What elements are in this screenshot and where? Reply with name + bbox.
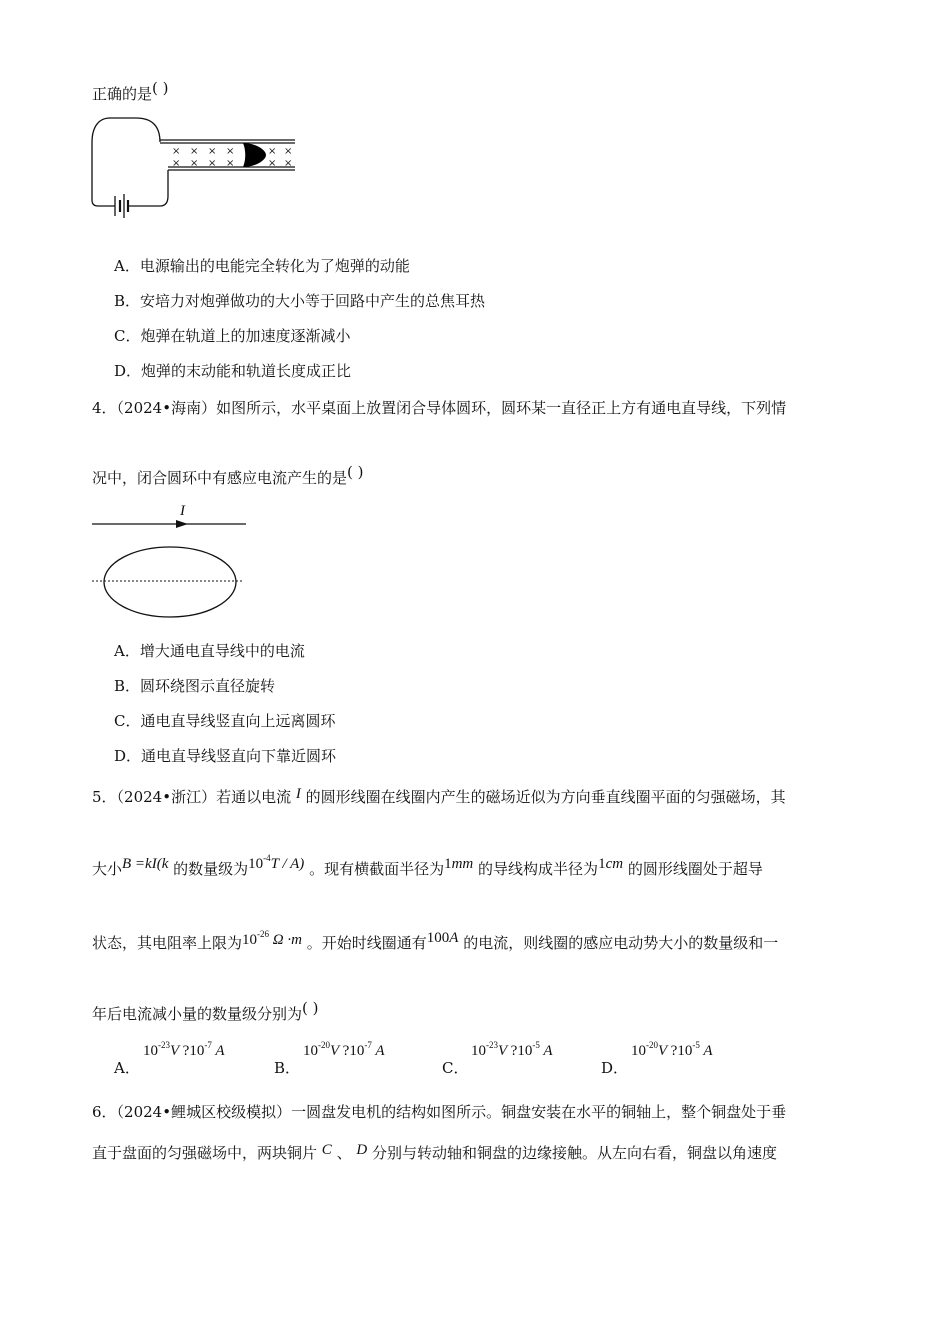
q5-k-base: 10 [248,856,264,872]
q4-text-2: 况中，闭合圆环中有感应电流产生的是 [92,469,348,487]
q5-k-unit: T / A) [270,856,305,872]
option-text: 炮弹在轨道上的加速度逐渐减小 [140,327,351,345]
q5-line-3 [92,924,778,953]
choice-v: V [658,1043,667,1059]
q5-r1-unit: mm [451,856,474,872]
q4-line-1 [92,398,786,418]
choice-a: A [215,1043,225,1059]
q5-text: 年后电流减小量的数量级分别为 [92,1005,303,1023]
choice-sep: ?10 [670,1043,693,1059]
option-text: 圆环绕图示直径旋转 [140,677,276,695]
choice-sep: ?10 [342,1043,365,1059]
choice-base: 10 [471,1043,486,1059]
option-text: 电源输出的电能完全转化为了炮弹的动能 [139,257,410,275]
q3-option-b [114,291,485,311]
choice-value [303,1040,384,1060]
svg-text:×: × [190,146,199,157]
q5-text: 。开始时线圈通有 [306,934,427,952]
choice-label: D． [601,1059,629,1077]
q3-field-x-marks [172,146,292,169]
q5-rho-base: 10 [242,932,258,948]
choice-v: V [330,1043,339,1059]
q5-resistivity [242,929,302,948]
choice-base: 10 [143,1043,158,1059]
option-text: 增大通电直导线中的电流 [139,642,305,660]
q5-k-value [248,853,305,872]
choice-label: A． [114,1059,140,1077]
option-label: D． [114,747,142,765]
q4-option-d [114,746,336,766]
svg-text:×: × [172,146,181,157]
choice-a: A [375,1043,385,1059]
choice-value [143,1040,224,1060]
choice-value [631,1040,712,1060]
q5-text: 的圆形线圈处于超导 [627,860,763,878]
q5-source: （2024•浙江） [116,788,217,806]
q4-option-a [114,641,305,661]
choice-base: 10 [303,1043,318,1059]
q5-text: 若通以电流 [216,788,292,806]
svg-text:×: × [172,158,181,169]
choice-base: 10 [631,1043,646,1059]
choice-v-exp: -23 [486,1040,498,1050]
svg-text:×: × [284,146,293,157]
q6-var-D: D [356,1142,368,1158]
choice-a-exp: -5 [692,1040,700,1050]
svg-text:×: × [284,158,293,169]
svg-text:×: × [208,158,217,169]
choice-a-exp: -7 [364,1040,372,1050]
q3-option-d [114,361,351,381]
q6-source: （2024•鲤城区校级模拟） [116,1103,292,1121]
q5-text: 的导线构成半径为 [478,860,599,878]
q5-rho-exp: -26 [257,929,270,939]
option-label: C． [114,327,141,345]
choice-a-exp: -7 [204,1040,212,1050]
q5-k-exp: -4 [263,853,271,863]
q4-current-label: I [180,503,185,519]
choice-v-exp: -20 [318,1040,330,1050]
option-text: 通电直导线竖直向下靠近圆环 [141,747,337,765]
q3-tail-text: 正确的是 [92,85,153,103]
svg-text:×: × [268,146,277,157]
choice-a: A [543,1043,553,1059]
option-label: A． [114,257,140,275]
option-text: 安培力对炮弹做功的大小等于回路中产生的总焦耳热 [140,292,486,310]
q5-r1-num: 1 [444,856,452,872]
q5-wire-radius [444,856,473,872]
svg-text:×: × [268,158,277,169]
option-label: D． [114,362,142,380]
q4-line-2 [92,462,364,488]
option-text: 炮弹的末动能和轨道长度成正比 [141,362,352,380]
choice-v: V [498,1043,507,1059]
q4-text-1: 如图所示，水平桌面上放置闭合导体圆环，圆环某一直径正上方有通电直导线，下列情 [216,399,787,417]
svg-text:×: × [190,158,199,169]
q4-option-c [114,711,336,731]
q6-text-1: 一圆盘发电机的结构如图所示。铜盘安装在水平的铜轴上，整个铜盘处于垂 [291,1103,787,1121]
q6-line-2 [92,1140,777,1163]
choice-v: V [170,1043,179,1059]
q3-option-c [114,326,351,346]
q5-formula-B: B =kI(k [122,856,169,872]
option-label: B． [114,292,141,310]
option-text: 通电直导线竖直向上远离圆环 [140,712,336,730]
q6-sep: 、 [336,1144,352,1162]
q5-coil-radius [598,856,623,872]
q5-line-1 [92,784,786,807]
q5-var-I: I [295,786,301,802]
q5-text: 的电流，则线圈的感应电动势大小的数量级和一 [463,934,779,952]
q5-answer-paren: ( ) [302,999,319,1017]
q6-line-1 [92,1102,786,1122]
option-label: B． [114,677,141,695]
choice-sep: ?10 [182,1043,205,1059]
svg-text:×: × [226,158,235,169]
q4-source: （2024•海南） [116,399,217,417]
choice-v-exp: -20 [646,1040,658,1050]
choice-label: B． [274,1059,301,1077]
svg-text:×: × [226,146,235,157]
q5-text: 的数量级为 [173,860,249,878]
q5-number: 5． [92,788,117,806]
q4-wire-ring-figure [90,500,250,620]
option-label: C． [114,712,141,730]
q5-text: 。现有横截面半径为 [309,860,445,878]
choice-v-exp: -23 [158,1040,170,1050]
choice-value [471,1040,552,1060]
q4-option-b [114,676,275,696]
choice-a-exp: -5 [532,1040,540,1050]
q5-I-num: 100 [426,930,450,946]
choice-label: C． [442,1059,469,1077]
q4-answer-paren: ( ) [347,463,364,481]
choice-a: A [703,1043,713,1059]
q5-text: 状态，其电阻率上限为 [92,934,243,952]
q5-text: 的圆形线圈在线圈内产生的磁场近似为方向垂直线圈平面的匀强磁场，其 [305,788,786,806]
q5-initial-current [427,930,459,946]
q5-I-unit: A [449,930,459,946]
q5-r2-num: 1 [598,856,606,872]
q5-line-2 [92,848,763,879]
option-label: A． [114,642,140,660]
q5-r2-unit: cm [605,856,624,872]
q6-text: 分别与转动轴和铜盘的边缘接触。从左向右看，铜盘以角速度 [372,1144,778,1162]
q3-railgun-figure [88,112,303,224]
q3-tail-line [92,78,169,104]
q5-text: 大小 [92,860,123,878]
choice-sep: ?10 [510,1043,533,1059]
q5-rho-unit: Ω ·m [272,932,302,948]
q6-text: 直于盘面的匀强磁场中，两块铜片 [92,1144,318,1162]
q6-number: 6． [92,1103,117,1121]
svg-text:×: × [208,146,217,157]
q3-answer-paren: ( ) [152,79,169,97]
q5-line-4 [92,998,319,1024]
q3-option-a [114,256,410,276]
q6-var-C: C [321,1142,332,1158]
q4-number: 4． [92,399,117,417]
